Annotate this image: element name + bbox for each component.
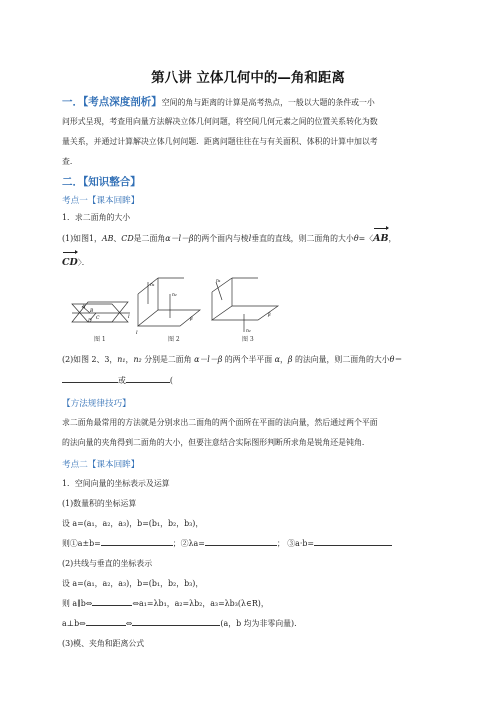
item-2a-heading: (1)数量积的坐标运算 xyxy=(62,499,137,508)
item-1b-text xyxy=(62,350,442,370)
answer-blank-5[interactable] xyxy=(314,536,392,546)
item-1b-blanks xyxy=(62,371,173,391)
method-line-2: 的法向量的夹角得到二面角的大小，但要注意结合实际图形判断所求角是锐角还是钝角． xyxy=(62,438,370,447)
method-heading: 【方法规律技巧】 xyxy=(62,399,131,409)
item-1-heading: 1．求二面角的大小 xyxy=(62,213,131,222)
figure-2-label-n2: n₂ xyxy=(172,293,177,298)
figure-1-label-b: B xyxy=(90,309,94,314)
figure-1-label-d: D xyxy=(88,319,92,324)
answer-blank-8[interactable] xyxy=(132,616,220,626)
answer-blank-3[interactable] xyxy=(101,536,173,546)
figure-3 xyxy=(208,274,282,340)
item-1a-comma: ， xyxy=(388,234,397,243)
item-1a-text xyxy=(62,229,442,249)
item-1b-or: 或 xyxy=(118,376,126,385)
figure-1-caption: 图 1 xyxy=(94,336,106,343)
perp-mid: ⇔ xyxy=(125,619,133,628)
figure-1-label-a: A xyxy=(82,305,86,310)
item-1b-end: ( xyxy=(169,376,173,385)
figure-3-label-n1: n₁ xyxy=(216,279,221,284)
item-1b-eq: ＝ xyxy=(394,355,403,364)
answer-blank-7[interactable] xyxy=(86,616,126,626)
figure-2 xyxy=(134,274,206,340)
item-2a-coords: 设 a=(a₁，a₂，a₃)，b=(b₁，b₂，b₃)， xyxy=(62,519,204,528)
method-line-1: 求二面角最常用的方法就是分别求出二面角的两个面所在平面的法向量，然后通过两个平面 xyxy=(62,418,378,427)
item-1b-theta: θ xyxy=(389,355,395,364)
parallel-condition xyxy=(62,594,442,614)
parallel-text: ⇔a₁=λb₁，a₂=λb₂，a₃=λb₃(λ∈R)， xyxy=(132,599,269,608)
answer-blank-2[interactable] xyxy=(126,373,170,383)
keypoint-1-heading: 考点一【课本回眸】 xyxy=(62,196,140,206)
figure-2-label-n1: n₁ xyxy=(150,283,155,288)
vector-ab: AB xyxy=(373,229,388,249)
answer-blank-6[interactable] xyxy=(92,596,132,606)
item-2b-coords: 设 a=(a₁，a₂，a₃)，b=(b₁，b₂，b₃)， xyxy=(62,579,204,588)
item-1b-dihedral: α－l－β xyxy=(194,355,223,364)
figure-2-label-beta: β xyxy=(190,317,193,322)
item-1b-n2: n₂ xyxy=(133,355,142,364)
section-1-heading: 【考点深度剖析】 xyxy=(83,96,162,108)
answer-blank-4[interactable] xyxy=(205,536,277,546)
ops-mid-2: ； ③a·b= xyxy=(276,539,315,548)
figure-3-caption: 图 3 xyxy=(242,336,254,343)
ops-prefix: 则①a±b= xyxy=(62,539,101,548)
item-1a-close: 〉． xyxy=(77,258,90,267)
section-1-line-1: 空间的角与距离的计算是高考热点，一般以大题的条件或一小 xyxy=(161,98,375,107)
section-1-number: 一． xyxy=(62,96,83,108)
section-2-heading xyxy=(62,170,141,192)
item-1a-text-cont xyxy=(62,253,90,273)
figure-3-label-n2: n₂ xyxy=(246,329,251,334)
item-1b-text-2: 的两个半平面 xyxy=(222,355,275,364)
perp-prefix: a⊥b⇔ xyxy=(62,619,86,628)
item-1a-ab: AB xyxy=(101,234,114,243)
perpendicular-condition xyxy=(62,614,442,634)
item-1a-theta: θ xyxy=(353,234,359,243)
item-1a-text-3: 垂直的直线，则二面角的大小 xyxy=(251,234,354,243)
section-1-line-2: 问形式呈现，考查用向量方法解决立体几何问题，将空间几何元素之间的位置关系转化为数 xyxy=(62,117,378,126)
item-1b-n1: n₁ xyxy=(117,355,126,364)
page-title: 第八讲 立体几何中的—角和距离 xyxy=(151,70,345,86)
item-1b-text-3: 的法向量，则二面角的大小 xyxy=(292,355,390,364)
item-1a-text-1: 是二面角 xyxy=(133,234,166,243)
item-2-heading: 1．空间向量的坐标表示及运算 xyxy=(62,479,170,488)
ops-mid-1: ；②λa= xyxy=(172,539,205,548)
item-1a-text-2: 的两个面内与棱 xyxy=(193,234,249,243)
vector-cd: CD xyxy=(62,253,78,273)
item-1b-sep: ， xyxy=(125,355,134,364)
item-1b-text-1: 分别是二面角 xyxy=(141,355,195,364)
item-1a-dihedral: α－l－β xyxy=(165,234,194,243)
section-2-number: 二． xyxy=(62,176,83,188)
figure-2-label-l: l xyxy=(136,330,138,336)
item-1b-beta: β xyxy=(287,355,293,364)
parallel-prefix: 则 a∥b⇔ xyxy=(62,599,93,608)
figure-2-caption: 图 2 xyxy=(168,336,180,343)
item-1b-alpha: α xyxy=(274,355,280,364)
section-1-line-3: 量关系，并通过计算解决立体几何问题．距离问题往往在与有关面积、体积的计算中加以考 xyxy=(62,137,378,146)
item-1a-edge: l xyxy=(248,234,252,243)
item-1a-cd: CD xyxy=(121,234,134,243)
keypoint-2-heading: 考点二【课本回眸】 xyxy=(62,460,140,470)
figure-3-label-beta: β xyxy=(268,313,271,318)
item-2c-heading: (3)模、夹角和距离公式 xyxy=(62,639,145,648)
section-2-title: 【知识整合】 xyxy=(83,176,141,188)
answer-blank-1[interactable] xyxy=(62,373,118,383)
item-1a-sep: 、 xyxy=(113,234,122,243)
item-1b-comma: ， xyxy=(280,355,288,364)
section-1-line-4: 查． xyxy=(62,157,78,166)
item-1a-prefix: (1)如图1， xyxy=(62,234,102,243)
item-1a-eq: =〈 xyxy=(358,234,374,243)
item-2b-heading: (2)共线与垂直的坐标表示 xyxy=(62,559,153,568)
figure-1-label-l: l xyxy=(128,314,130,320)
item-2a-ops xyxy=(62,534,442,554)
item-1b-prefix: (2)如图 2、3， xyxy=(62,355,118,364)
perp-end: (a，b 均为非零向量). xyxy=(220,619,297,628)
figure-1-label-c: C xyxy=(96,316,100,321)
section-1-intro xyxy=(62,92,442,113)
